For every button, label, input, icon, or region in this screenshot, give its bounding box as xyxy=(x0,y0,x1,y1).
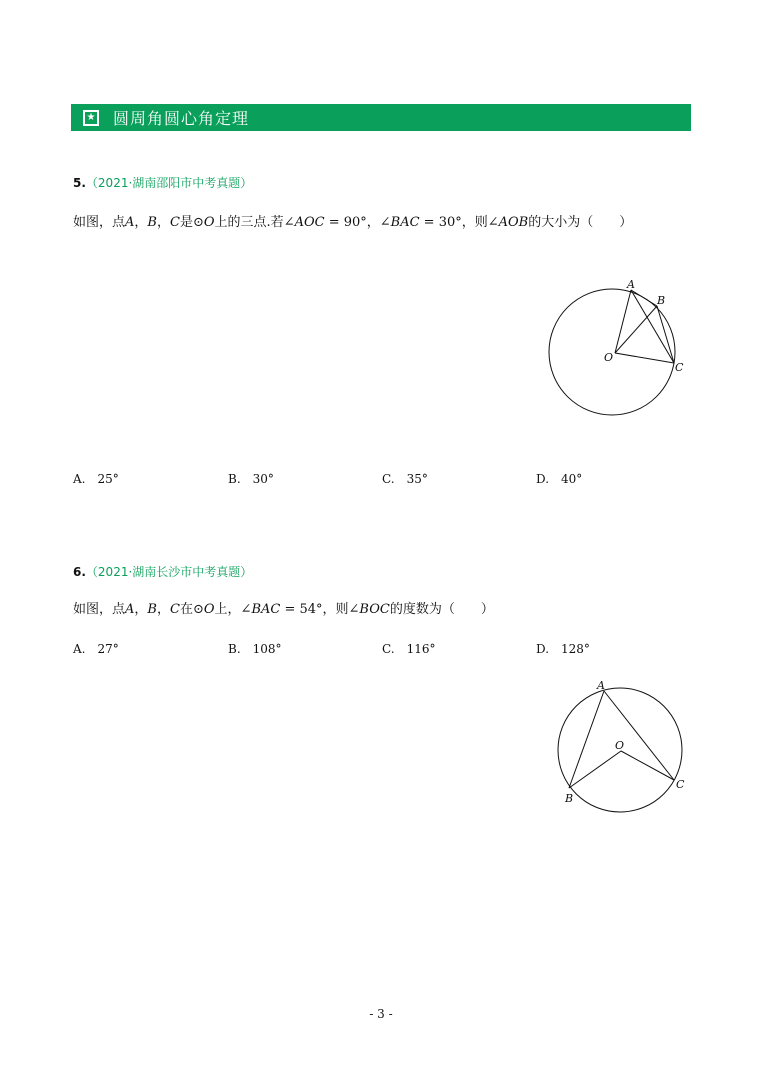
q5-option-d[interactable]: D. 40° xyxy=(536,472,583,486)
q6-stem: 如图，点A，B，C在⊙O上，∠BAC = 54°，则∠BOC的度数为（ ） xyxy=(73,602,494,617)
q6-label-C: C xyxy=(676,778,685,791)
page-number: - 3 - xyxy=(369,1007,393,1021)
q5-label-O: O xyxy=(604,351,614,364)
q5-number: 5. xyxy=(73,176,86,190)
q6-segment-AC xyxy=(604,691,674,780)
q6-figure xyxy=(550,675,700,815)
q5-header xyxy=(73,174,252,191)
q5-label-A: A xyxy=(627,278,635,291)
q5-label-B: B xyxy=(657,294,666,307)
q6-option-a[interactable]: A. 27° xyxy=(73,642,119,656)
q6-segment-OC xyxy=(621,751,674,780)
q5-source: （2021·湖南邵阳市中考真题） xyxy=(85,176,253,190)
q5-segment-OC xyxy=(615,353,674,363)
q6-option-d[interactable]: D. 128° xyxy=(536,642,590,656)
q5-label-C: C xyxy=(675,361,684,374)
section-title: 圆周角圆心角定理 xyxy=(113,109,250,128)
q6-option-c[interactable]: C. 116° xyxy=(382,642,436,656)
q6-header xyxy=(73,563,252,580)
q6-segment-OB xyxy=(569,751,621,788)
q6-label-A: A xyxy=(597,679,605,692)
q6-segment-AB xyxy=(569,691,604,788)
q6-number: 6. xyxy=(73,565,86,579)
q6-option-b[interactable]: B. 108° xyxy=(228,642,282,656)
q6-label-B: B xyxy=(565,792,574,805)
section-banner xyxy=(71,104,691,131)
q5-figure xyxy=(540,270,700,430)
q5-option-c[interactable]: C. 35° xyxy=(382,472,428,486)
q5-stem: 如图，点A，B，C是⊙O上的三点.若∠AOC = 90°，∠BAC = 30°，则∠AOB的大小为（ ） xyxy=(73,215,633,230)
q6-label-O: O xyxy=(615,739,625,752)
q6-source: （2021·湖南长沙市中考真题） xyxy=(85,565,253,579)
q5-segment-BC xyxy=(657,306,674,363)
q5-segment-AB xyxy=(631,290,657,306)
bookmark-star-icon: ★ xyxy=(83,110,99,126)
q5-option-a[interactable]: A. 25° xyxy=(73,472,119,486)
q5-option-b[interactable]: B. 30° xyxy=(228,472,274,486)
q5-segment-AC xyxy=(631,290,674,363)
